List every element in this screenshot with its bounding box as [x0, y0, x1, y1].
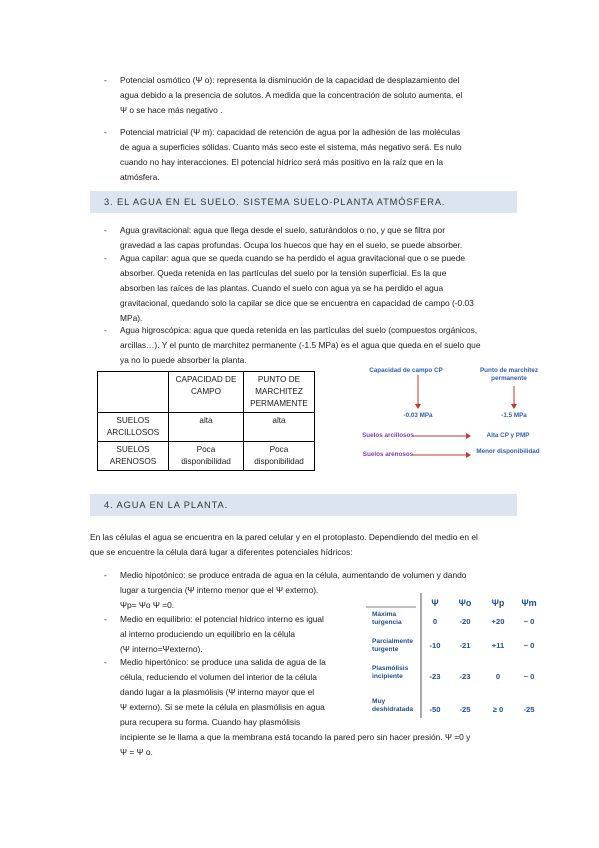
bullet-osmotic: Potencial osmótico (Ψ o): representa la disminución de la capacidad de desplazamiento del agua debido a la presencia de solutos. A medida que la concentración de soluto aumenta, el Ψ o se hace más negativo .: [120, 75, 463, 115]
table-cell: alta: [244, 413, 315, 442]
bullet-dash: -: [104, 127, 107, 137]
psi-cell: +20: [491, 617, 505, 626]
psi-header: Ψo: [458, 598, 472, 608]
plant-intro: En las células el agua se encuentra en la pared celular y en el protoplasto. Dependiendo del medio en el que se encuentre la célula dará lugar a diferentes potenciales hídricos:: [90, 532, 478, 557]
arrow-head: [466, 452, 471, 458]
bullet-hypotonic: Medio hipotónico: se produce entrada de agua en la célula, aumentando de volumen y dando lugar a turgencia (Ψ interno menor que el Ψ externo). Ψp= Ψo Ψ =0.: [120, 570, 467, 610]
bullet-dash: -: [104, 225, 107, 235]
psi-header: Ψm: [521, 598, 537, 608]
psi-cell: ~ 0: [523, 617, 535, 626]
psi-cell: -23: [459, 672, 471, 681]
table-cell: Poca disponibilidad: [169, 442, 244, 471]
table-header-cell: CAPACIDAD DE CAMPO: [169, 372, 244, 413]
water-potential-table: [366, 593, 546, 721]
psi-cell: -10: [429, 641, 441, 650]
table-cell: SUELOS ARCILLOSOS: [98, 413, 169, 442]
psi-header: Ψp: [491, 598, 505, 608]
bullet-dash: -: [104, 325, 107, 335]
soil-capacity-table: [97, 371, 315, 471]
diagram-clay-result: Alta CP y PMP: [486, 432, 530, 439]
psi-cell: -21: [459, 641, 471, 650]
psi-cell: ~ 0: [523, 641, 535, 650]
diagram-sand-label: Suelos arenosos: [362, 451, 414, 458]
table-cell: SUELOS ARENOSOS: [98, 442, 169, 471]
section-3-header: [90, 191, 517, 213]
table-cell: alta: [169, 413, 244, 442]
bullet-hypertonic: Medio hipertónico: se produce una salida de agua de la célula, reduciendo el volumen del interior de la célula dando lugar a la plasmólisis (Ψ interno mayor que el Ψ externo). Si se mete la célula en plasmólisis en agua pura recupera su forma. Cuando hay plasmólisis incipiente se le llama a que la membrana está tocando la pared pero sin hacer presión. Ψ =0 y Ψ = Ψ o.: [120, 657, 471, 757]
diagram-sand-result: Menor disponibilidad: [476, 448, 540, 455]
psi-header: Ψ: [431, 598, 439, 608]
psi-row-label: Parcialmente turgente: [372, 638, 414, 653]
bullet-dash: -: [104, 614, 107, 624]
arrow-head: [466, 433, 471, 439]
psi-cell: -50: [429, 705, 441, 714]
bullet-hygroscopic: Agua higroscópica: agua que queda retenida en las partículas del suelo (compuestos orgánicos, arcillas…). Y el punto de marchitez permanente (-1.5 MPa) es el agua que queda en el suelo que ya no lo puede absorber la planta.: [120, 325, 481, 365]
psi-cell: 0: [432, 617, 438, 626]
table-header-cell: [98, 372, 169, 413]
bullet-equilibrium: Medio en equilibrio: el potencial hídrico interno es igual al interno produciendo un equilibrio en la célula (Ψ interno=Ψexterno).: [120, 614, 324, 654]
bullet-gravitational: Agua gravitacional: agua que llega desde el suelo, saturándolos o no, y que se filtra por gravedad a las capas profundas. Ocupa los huecos que hay en el suelo, se puede absorber.: [120, 225, 463, 250]
diagram-cc-label: Capacidad de campo CP: [369, 367, 443, 374]
bullet-dash: -: [104, 657, 107, 667]
table-cell: Poca disponibilidad: [244, 442, 315, 471]
soil-diagram: [358, 362, 548, 467]
psi-cell: -20: [459, 617, 471, 626]
psi-cell: -23: [429, 672, 441, 681]
section-4-header: [90, 494, 517, 516]
psi-row-label: Máxima turgencia: [372, 611, 402, 626]
arrow-head: [511, 404, 517, 409]
diagram-pmp-value: -1.5 MPa: [501, 412, 527, 419]
psi-cell: ~ 0: [523, 672, 535, 681]
table-header-cell: PUNTO DE MARCHITEZ PERMAMENTE: [244, 372, 315, 413]
psi-cell: ≥ 0: [492, 705, 504, 714]
psi-cell: +11: [491, 641, 505, 650]
bullet-dash: -: [104, 570, 107, 580]
table-row: [98, 442, 315, 471]
psi-cell: 0: [495, 672, 501, 681]
psi-cell: -25: [459, 705, 471, 714]
diagram-pmp-label: Punto de marchitez permanente: [479, 367, 539, 382]
bullet-dash: -: [104, 75, 107, 85]
arrow-head: [415, 404, 421, 409]
section-3-title: 3. EL AGUA EN EL SUELO. SISTEMA SUELO-PLANTA ATMÓSFERA.: [104, 197, 446, 207]
diagram-clay-label: Suelos arcillosos: [362, 432, 414, 439]
psi-row-label: Plasmólisis incipiente: [372, 665, 409, 680]
psi-cell: -25: [523, 705, 535, 714]
bullet-dash: -: [104, 253, 107, 263]
bullet-capillary: Agua capilar: agua que se queda cuando se ha perdido el agua gravitacional que o se puede absorber. Queda retenida en las partículas del suelo por la tensión superficial. Es la que absorben las raíces de las plantas. Cuando el suelo con agua ya se ha perdido el agua gravitacional, quedando solo la capilar se dice que se encuentra en capacidad de campo (-0.03 MPa).: [120, 253, 474, 323]
bullet-matric: Potencial matricial (Ψ m): capacidad de retención de agua por la adhesión de las moléculas de agua a superficies sólidas. Cuanto más seco este el sistema, más negativo será. Es nulo cuando no hay interacciones. El potencial hídrico será más positivo en la raíz que en la atmósfera.: [120, 127, 462, 182]
diagram-cc-value: -0.03 MPa: [403, 412, 433, 419]
table-row: [98, 413, 315, 442]
psi-row-label: Muy deshidratada: [372, 698, 414, 713]
table-header-row: [98, 372, 315, 413]
section-4-title: 4. AGUA EN LA PLANTA.: [104, 500, 229, 510]
